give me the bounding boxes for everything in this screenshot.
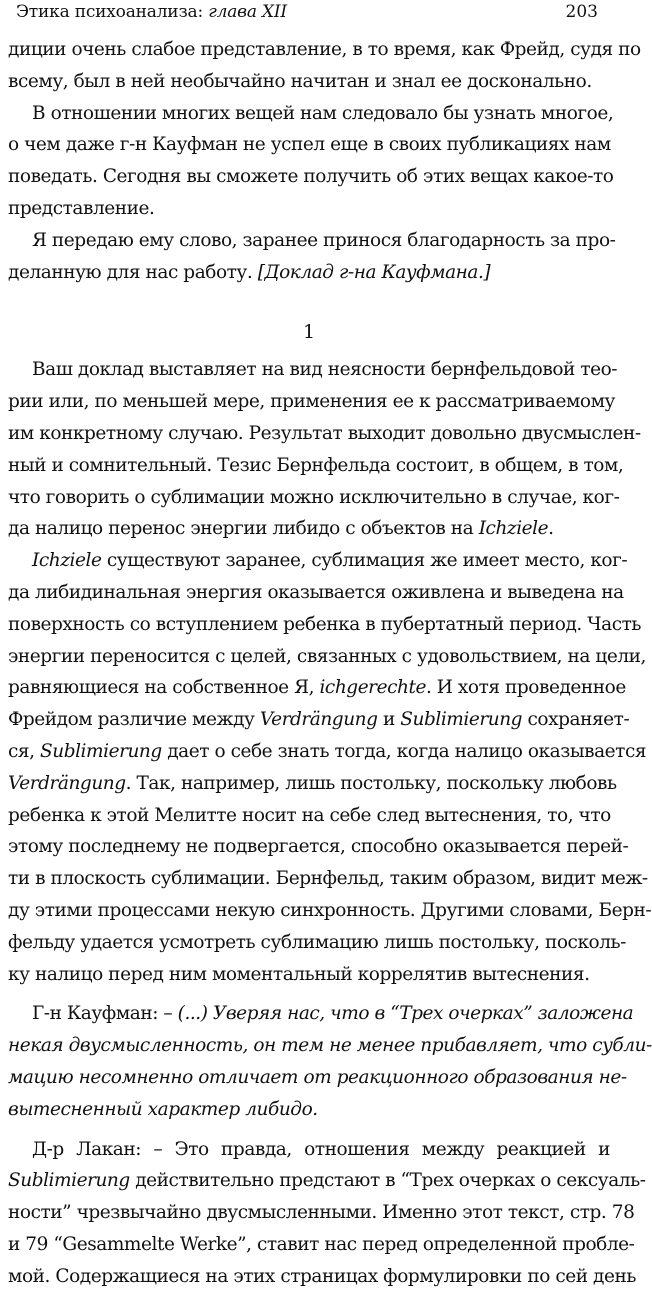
text-line (8, 768, 617, 800)
text-span: да налицо перенос энергии либидо с объектов на (8, 518, 479, 540)
running-head (16, 2, 287, 22)
text-line: энергии переносится с целей, связанных с удовольствием, на цели, (8, 645, 646, 667)
text-line (8, 672, 626, 704)
text-span: . Так, например, лишь постольку, поскольку любовь (125, 772, 617, 794)
text-line: о чем даже г-н Кауфман не успел еще в своих публикациях нам (8, 134, 611, 156)
text-span: ся, (8, 740, 40, 762)
text-line: и 79 “Gesammelte Werke”, ставит нас перед определенной пробле- (8, 1233, 635, 1255)
text-span: деланную для нас работу. (8, 261, 253, 283)
text-line (8, 257, 610, 289)
speech-line: мацию несомненно отличает от реакционного образования не- (8, 1066, 627, 1088)
section-text (8, 354, 652, 1292)
page-header (8, 0, 610, 34)
section-number: 1 (302, 321, 316, 344)
text-line: да либидинальная энергия оказывается оживлена и выведена на (8, 581, 624, 603)
text-line: ности” чрезвычайно двусмысленными. Именно этот текст, стр. 78 (8, 1202, 635, 1224)
text-line (8, 736, 647, 768)
text-line: Ваш доклад выставляет на вид неясности бернфельдовой тео- (32, 359, 618, 381)
foreign-term: Sublimierung (40, 740, 162, 762)
text-line: рии или, по меньшей мере, применения ее к рассматриваемому (8, 391, 615, 413)
running-title-prefix: Этика психоанализа: (16, 2, 209, 22)
text-span: существуют заранее, сублимация же имеет место, ког- (101, 550, 628, 572)
text-span: действительно предстают в “Трех очерках о сексуаль- (129, 1170, 646, 1192)
foreign-term: Ichziele (478, 518, 549, 540)
foreign-term: Sublimierung (400, 709, 523, 731)
paragraph-gap (8, 990, 610, 998)
foreign-term: Verdrängung (8, 772, 126, 794)
text-line: фельду удается усмотреть сублимацию лишь постольку, посколь- (8, 931, 626, 953)
text-line (8, 513, 610, 545)
foreign-term: Ichziele (32, 550, 102, 572)
text-line: диции очень слабое представление, в то время, как Фрейд, судя по (8, 39, 641, 60)
text-line: этому последнему не подвергается, способно оказывается перей- (8, 836, 629, 858)
speaker-label: Г-н Кауфман: – (32, 1003, 178, 1025)
speaker-label: Д-р Лакан: – (32, 1138, 175, 1160)
paragraph-gap (8, 1126, 610, 1134)
speech-line: вытесненный характер либидо. (8, 1098, 318, 1120)
intro-text (8, 34, 641, 288)
text-line: мой. Содержащиеся на этих страницах формулировки по сей день (8, 1265, 636, 1287)
text-line (8, 998, 634, 1030)
text-span: . И хотя проведенное (425, 677, 626, 699)
text-span: и (377, 709, 401, 731)
text-line (8, 545, 628, 577)
text-line: В отношении многих вещей нам следовало бы узнать многое, (32, 102, 614, 124)
text-line: что говорить о сублимации можно исключительно в случае, ког- (8, 486, 620, 508)
speech-text: (...) Уверяя нас, что в “Трех очерках” заложена (177, 1003, 634, 1025)
text-line: ребенка к этой Мелитте носит на себе след вытеснения, то, что (8, 804, 611, 826)
text-line: представление. (8, 197, 155, 219)
text-span: сохраняет- (522, 709, 630, 731)
text-line: Я передаю ему слово, заранее принося благодарность за про- (32, 229, 616, 251)
text-line: ный и сомнительный. Тезис Бернфельда состоит, в общем, в том, (8, 454, 624, 476)
text-line: ду этими процессами некую синхронность. Другими словами, Берн- (8, 899, 652, 921)
foreign-term: Verdrängung (259, 709, 378, 731)
speech-text: Это правда, отношения между реакцией и (174, 1138, 610, 1160)
text-line (8, 1134, 610, 1166)
page-number: 203 (565, 2, 598, 22)
text-line: поверхность со вступлением ребенка в пубертатный период. Часть (8, 613, 642, 635)
speech-line: некая двусмысленность, он тем не менее прибавляет, что субли- (8, 1035, 652, 1057)
text-span: равняющиеся на собственное Я, (8, 677, 320, 699)
text-line: всему, был в ней необычайно начитан и знал ее досконально. (8, 70, 592, 92)
text-line (8, 1165, 646, 1197)
text-line: им конкретному случаю. Результат выходит довольно двусмыслен- (8, 422, 641, 444)
text-span: дает о себе знать тогда, когда налицо оказывается (161, 740, 647, 762)
text-span: . (548, 518, 554, 540)
text-span: Фрейдом различие между (8, 709, 260, 731)
text-line (8, 704, 630, 736)
text-line: ти в плоскость сублимации. Бернфельд, таким образом, видит меж- (8, 868, 648, 890)
running-title-chapter: глава XII (208, 2, 287, 22)
foreign-term: Sublimierung (8, 1170, 130, 1192)
text-line: ку налицо перед ним моментальный коррелятив вытеснения. (8, 963, 590, 985)
report-note: [Доклад г-на Кауфмана.] (257, 261, 491, 283)
text-line: поведать. Сегодня вы сможете получить об этих вещах какое-то (8, 166, 614, 188)
foreign-term: ichgerechte (319, 677, 426, 699)
